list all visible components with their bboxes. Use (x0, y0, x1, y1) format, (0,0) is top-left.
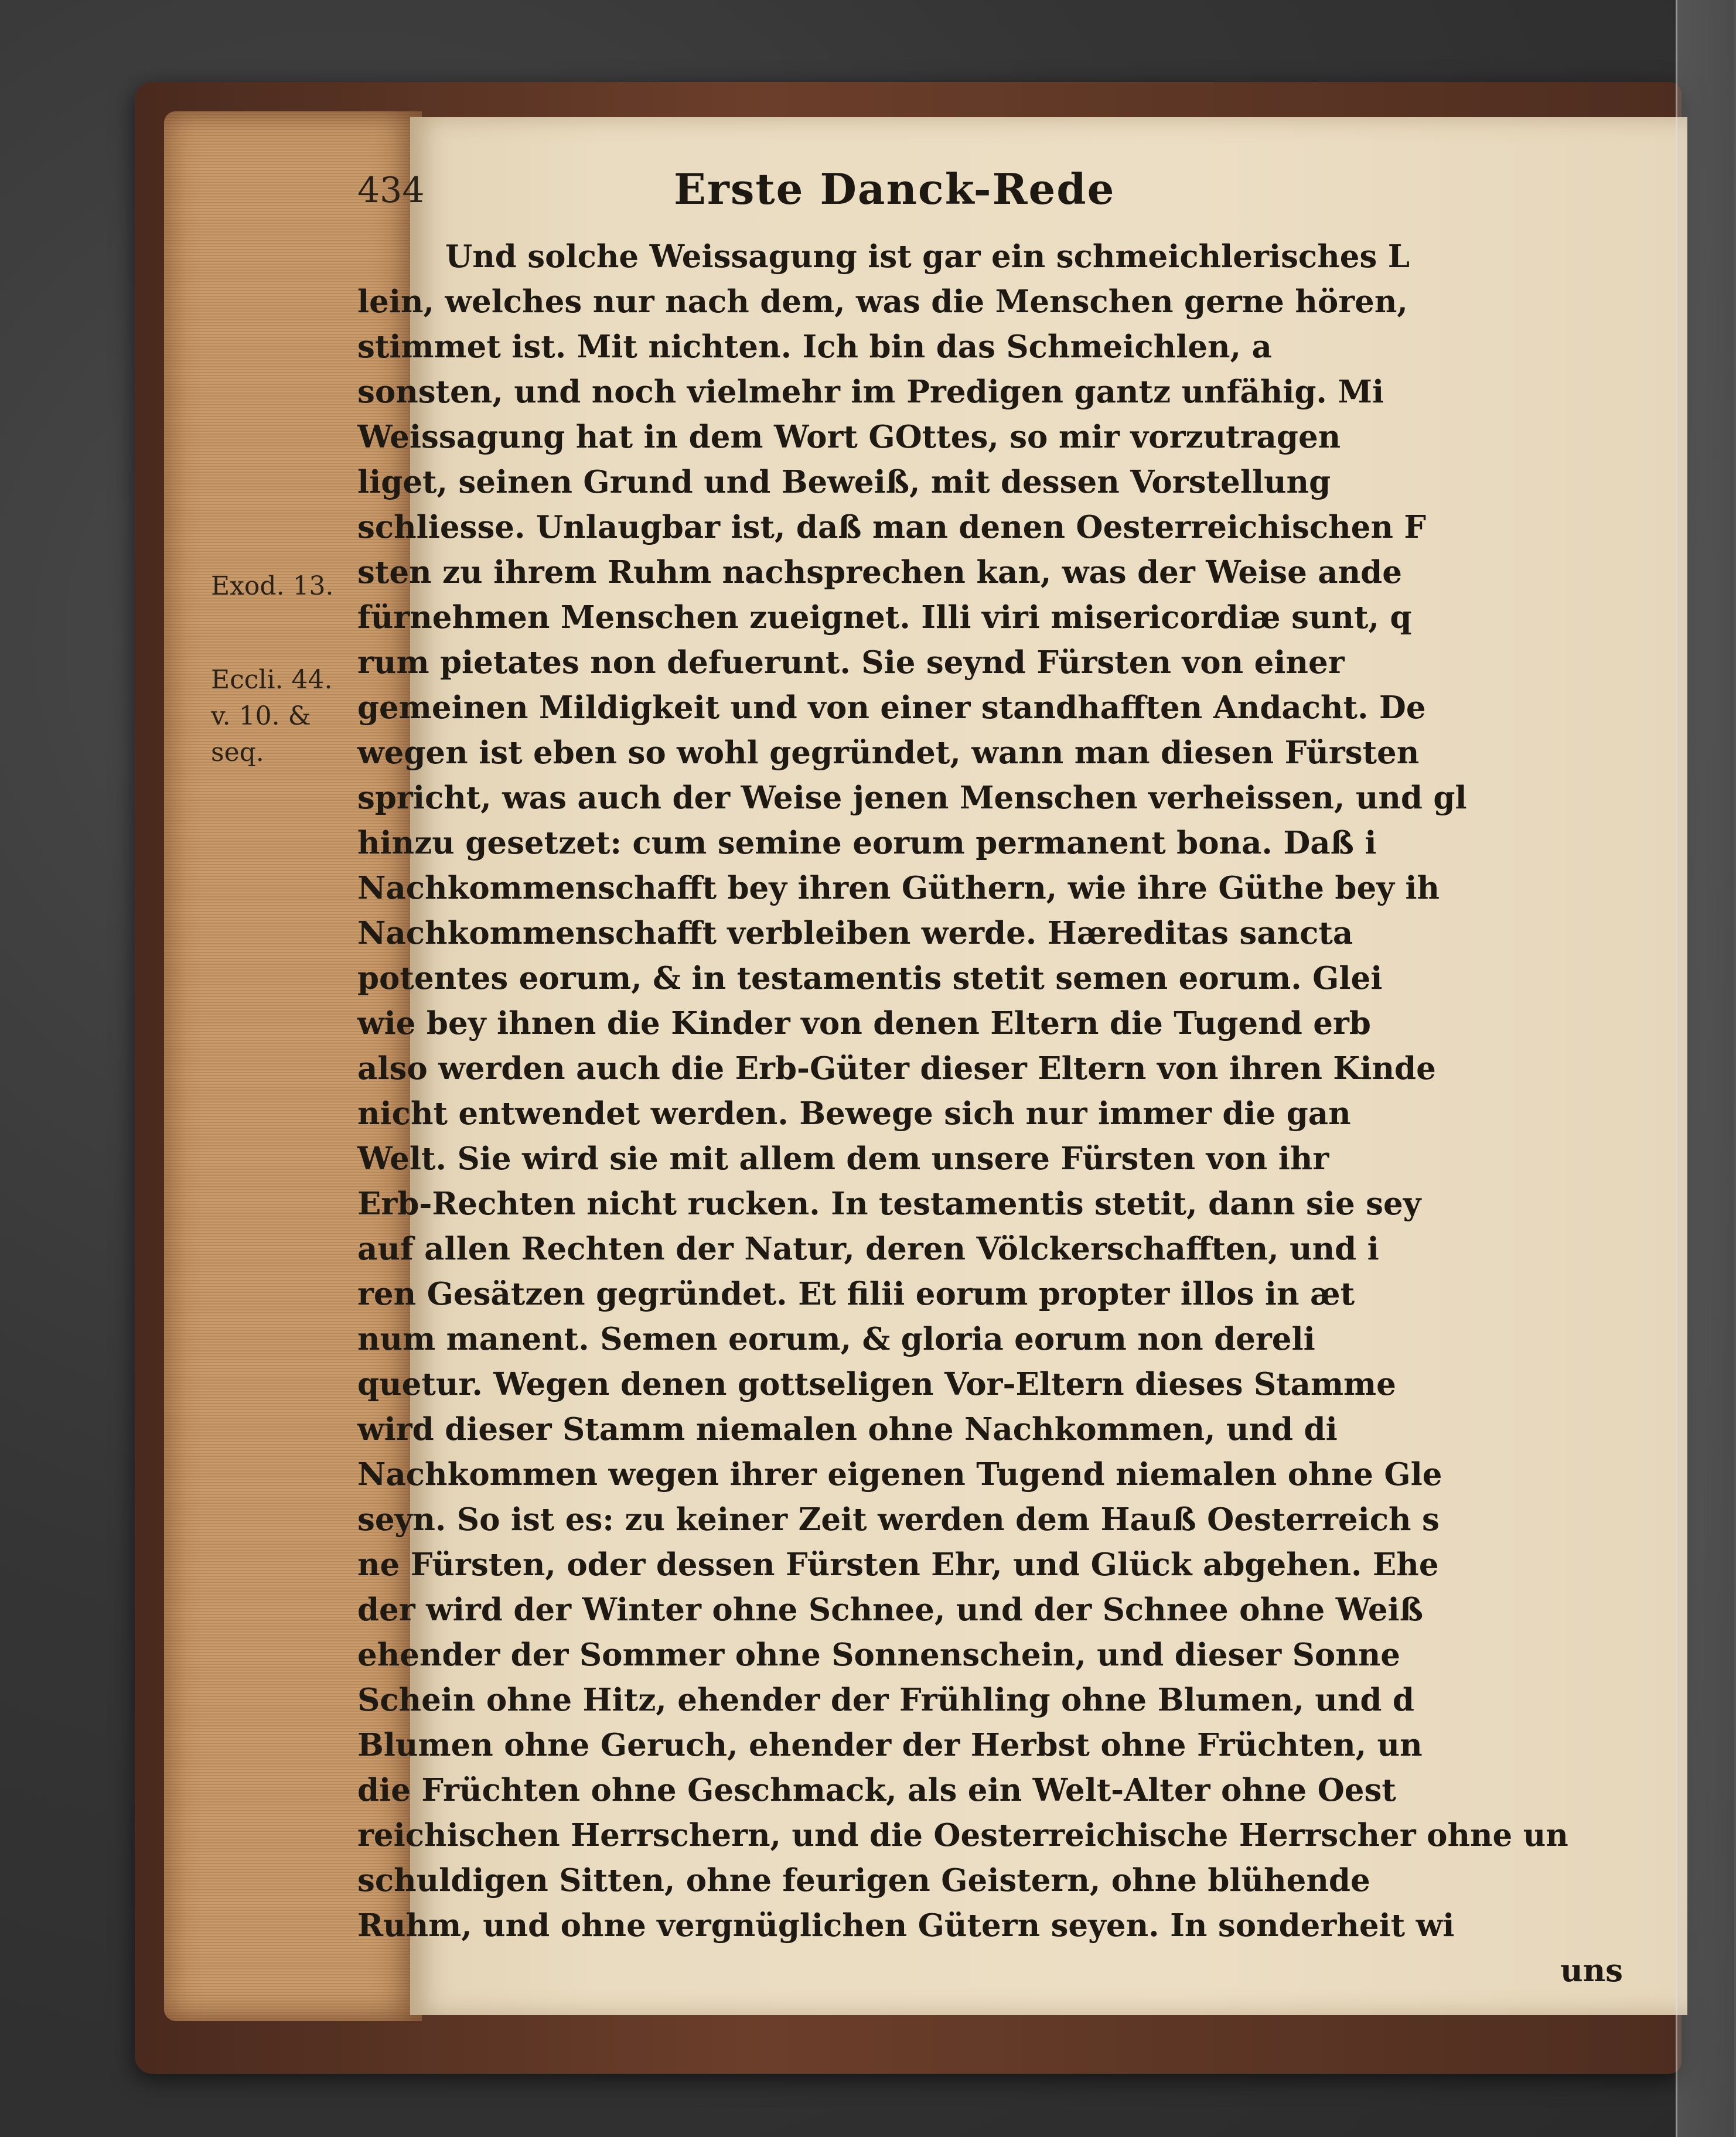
text-line: stimmet ist. Mit nichten. Ich bin das Schmeichlen, a (357, 329, 1272, 365)
text-line: Und solche Weissagung ist gar ein schmeichlerisches L (445, 238, 1410, 275)
text-line: lein, welches nur nach dem, was die Menschen gerne hören, (357, 284, 1408, 320)
text-line: Blumen ohne Geruch, ehender der Herbst ohne Früchten, un (357, 1727, 1423, 1763)
text-line: seyn. So ist es: zu keiner Zeit werden dem Hauß Oesterreich s (357, 1501, 1440, 1538)
text-line: reichischen Herrschern, und die Oesterreichische Herrscher ohne un (357, 1817, 1568, 1853)
text-line: Nachkommenschafft verbleiben werde. Hæreditas sancta (357, 915, 1353, 951)
text-line: gemeinen Mildigkeit und von einer standhafften Andacht. De (357, 689, 1426, 726)
text-line: rum pietates non defuerunt. Sie seynd Fürsten von einer (357, 644, 1345, 681)
text-line: auf allen Rechten der Natur, deren Völckerschafften, und i (357, 1231, 1379, 1267)
text-line: wie bey ihnen die Kinder von denen Eltern die Tugend erb (357, 1005, 1371, 1042)
text-line: Erb-Rechten nicht rucken. In testamentis stetit, dann sie sey (357, 1186, 1421, 1222)
text-line: ehender der Sommer ohne Sonnenschein, und dieser Sonne (357, 1637, 1401, 1673)
text-line: sonsten, und noch vielmehr im Predigen gantz unfähig. Mi (357, 374, 1384, 410)
text-line: Ruhm, und ohne vergnüglichen Gütern seyen. In sonderheit wi (357, 1907, 1455, 1944)
text-line: liget, seinen Grund und Beweiß, mit dessen Vorstellung (357, 464, 1331, 500)
text-line: der wird der Winter ohne Schnee, und der Schnee ohne Weiß (357, 1592, 1424, 1628)
text-line: spricht, was auch der Weise jenen Menschen verheissen, und gl (357, 780, 1467, 816)
margin-note-ecclesiasticus: Eccli. 44. v. 10. & seq. (211, 665, 333, 767)
text-line: sten zu ihrem Ruhm nachsprechen kan, was der Weise ande (357, 554, 1402, 590)
text-line: Welt. Sie wird sie mit allem dem unsere Fürsten von ihr (357, 1141, 1329, 1177)
text-line: schliesse. Unlaugbar ist, daß man denen Oesterreichischen F (357, 509, 1426, 545)
text-line: Schein ohne Hitz, ehender der Frühling ohne Blumen, und d (357, 1682, 1414, 1718)
margin-note-exodus: Exod. 13. (211, 571, 334, 601)
text-line: quetur. Wegen denen gottseligen Vor-Eltern dieses Stamme (357, 1366, 1396, 1402)
text-line: fürnehmen Menschen zueignet. Illi viri misericordiæ sunt, q (357, 599, 1412, 636)
text-line: potentes eorum, & in testamentis stetit semen eorum. Glei (357, 960, 1383, 996)
text-line: nicht entwendet werden. Bewege sich nur immer die gan (357, 1095, 1351, 1132)
running-title: Erste Danck-Rede (674, 164, 1116, 214)
text-line: die Früchten ohne Geschmack, als ein Welt-Alter ohne Oest (357, 1772, 1396, 1808)
catchword: uns (1560, 1952, 1623, 1989)
text-line: ren Gesätzen gegründet. Et filii eorum propter illos in æt (357, 1276, 1355, 1312)
text-line: ne Fürsten, oder dessen Fürsten Ehr, und Glück abgehen. Ehe (357, 1547, 1439, 1583)
text-line: Nachkommen wegen ihrer eigenen Tugend niemalen ohne Gle (357, 1456, 1442, 1493)
text-line: wird dieser Stamm niemalen ohne Nachkommen, und di (357, 1411, 1338, 1448)
text-line: hinzu gesetzet: cum semine eorum permanent bona. Daß i (357, 825, 1377, 861)
body-text (357, 234, 1629, 1989)
page-number: 434 (357, 170, 425, 211)
text-line: also werden auch die Erb-Güter dieser Eltern von ihren Kinde (357, 1050, 1436, 1087)
glass-plate-edge (1676, 0, 1736, 2137)
text-line: schuldigen Sitten, ohne feurigen Geistern, ohne blühende (357, 1862, 1370, 1899)
text-line: Nachkommenschafft bey ihren Güthern, wie ihre Güthe bey ih (357, 870, 1440, 906)
text-line: wegen ist eben so wohl gegründet, wann man diesen Fürsten (357, 735, 1420, 771)
text-line: num manent. Semen eorum, & gloria eorum non dereli (357, 1321, 1315, 1357)
page-header (357, 164, 1295, 234)
text-line: Weissagung hat in dem Wort GOttes, so mir vorzutragen (357, 419, 1341, 455)
